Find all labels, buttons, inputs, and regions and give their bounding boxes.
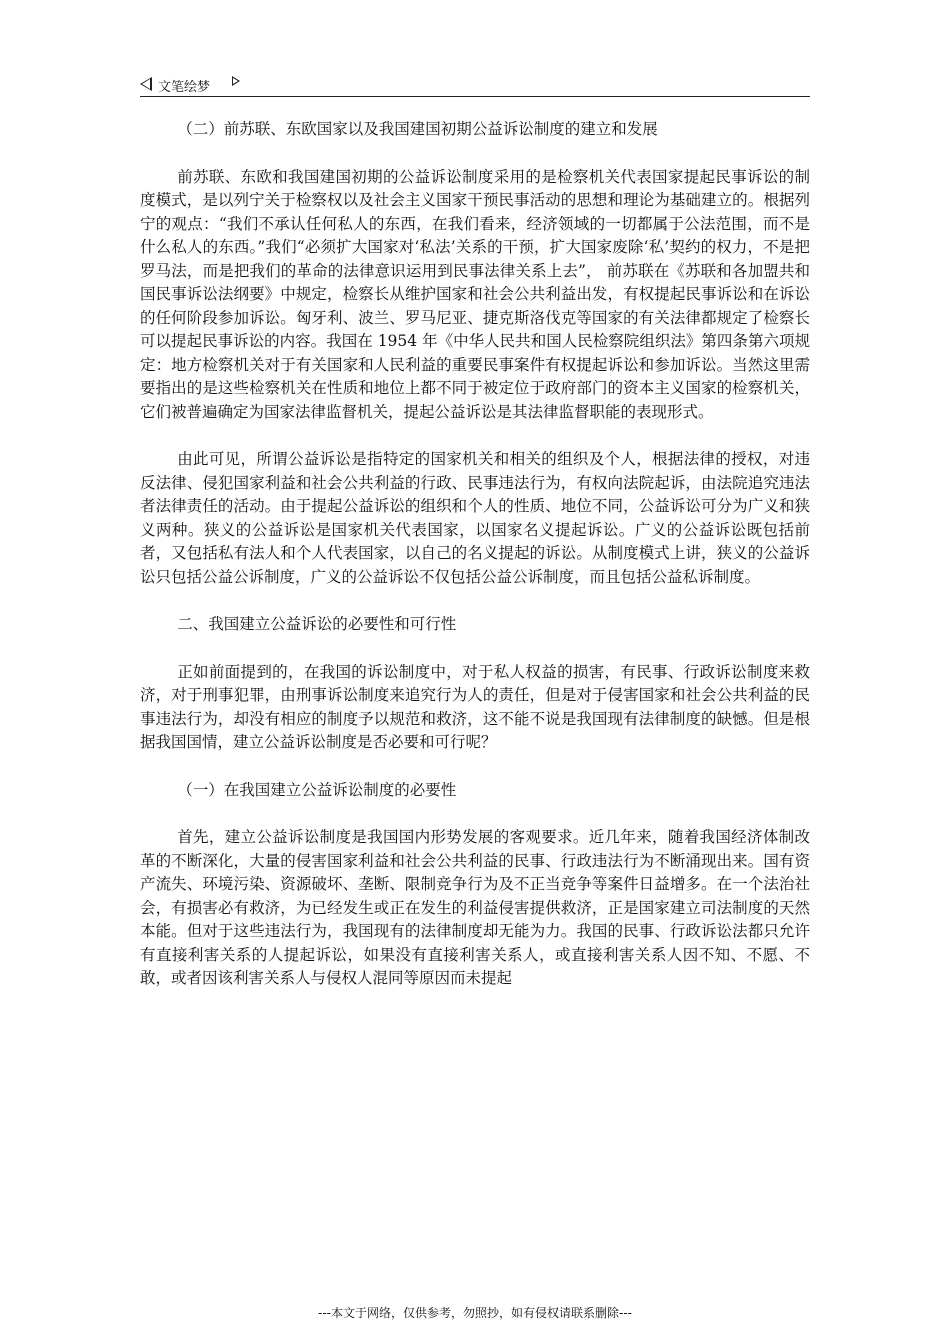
paragraph: 首先，建立公益诉讼制度是我国国内形势发展的客观要求。近几年来，随着我国经济体制改革的不断深化，大量的侵害国家利益和社会公共利益的民事、行政违法行为不断涌现出来。国有资产流失、环境污染、资源破坏、垄断、限制竞争行为及不正当竞争等案件日益增多。在一个法治社会，有损害必有救济，为已经发生或正在发生的利益侵害提供救济，正是国家建立司法制度的天然本能。但对于这些违法行为，我国现有的法律制度却无能为力。我国的民事、行政诉讼法都只允许有直接利害关系的人提起诉讼，如果没有直接利害关系人，或直接利害关系人因不知、不愿、不敢，或者因该利害关系人与侵权人混同等原因而未提起 [140,828,810,987]
page-footer: ---本文于网络，仅供参考，勿照抄，如有侵权请联系删除--- [318,1306,632,1320]
section-heading: 二、我国建立公益诉讼的必要性和可行性 [177,615,457,633]
header-brand: 文笔绘梦 [158,80,211,95]
subsection-heading-1: （一）在我国建立公益诉讼制度的必要性 [177,780,457,799]
page-header [140,74,810,97]
right-triangle-icon [232,76,240,86]
document-body [140,118,810,1015]
left-triangle-icon [140,77,152,91]
paragraph: 正如前面提到的，在我国的诉讼制度中，对于私人权益的损害，有民事、行政诉讼制度来救济，对于刑事犯罪，由刑事诉讼制度来追究行为人的责任，但是对于侵害国家和社会公共利益的民事违法行为，却没有相应的制度予以规范和救济，这不能不说是我国现有法律制度的缺憾。但是根据我国国情，建立公益诉讼制度是否必要和可行呢？ [140,662,810,751]
paragraph: 前苏联、东欧和我国建国初期的公益诉讼制度采用的是检察机关代表国家提起民事诉讼的制度模式，是以列宁关于检察权以及社会主义国家干预民事活动的思想和理论为基础建立的。根据列宁的观点：“我们不承认任何私人的东西，在我们看来，经济领域的一切都属于公法范围，而不是什么私人的东西。”我们“必须扩大国家对‘私法’关系的干预，扩大国家废除‘私’契约的权力，不是把罗马法，而是把我们的革命的法律意识运用到民事法律关系上去”， 前苏联在《苏联和各加盟共和国民事诉讼法纲要》中规定，检察长从维护国家和社会公共利益出发，有权提起民事诉讼和在诉讼的任何阶段参加诉讼。匈牙利、波兰、罗马尼亚、捷克斯洛伐克等国家的有关法律都规定了检察长可以提起民事诉讼的内容。我国在 1954 年《中华人民共和国人民检察院组织法》第四条第六项规定：地方检察机关对于有关国家和人民利益的重要民事案件有权提起诉讼和参加诉讼。当然这里需要指出的是这些检察机关在性质和地位上都不同于被定位于政府部门的资本主义国家的检察机关，它们被普遍确定为国家法律监督机关，提起公益诉讼是其法律监督职能的表现形式。 [140,167,810,421]
paragraph: 由此可见，所谓公益诉讼是指特定的国家机关和相关的组织及个人，根据法律的授权，对违反法律、侵犯国家利益和社会公共利益的行政、民事违法行为，有权向法院起诉，由法院追究违法者法律责任的活动。由于提起公益诉讼的组织和个人的性质、地位不同，公益诉讼可分为广义和狭义两种。狭义的公益诉讼是国家机关代表国家，以国家名义提起诉讼。广义的公益诉讼既包括前者，又包括私有法人和个人代表国家，以自己的名义提起的诉讼。从制度模式上讲，狭义的公益诉讼只包括公益公诉制度，广义的公益诉讼不仅包括公益公诉制度，而且包括公益私诉制度。 [140,450,810,586]
section-heading-2: （二）前苏联、东欧国家以及我国建国初期公益诉讼制度的建立和发展 [177,120,658,138]
